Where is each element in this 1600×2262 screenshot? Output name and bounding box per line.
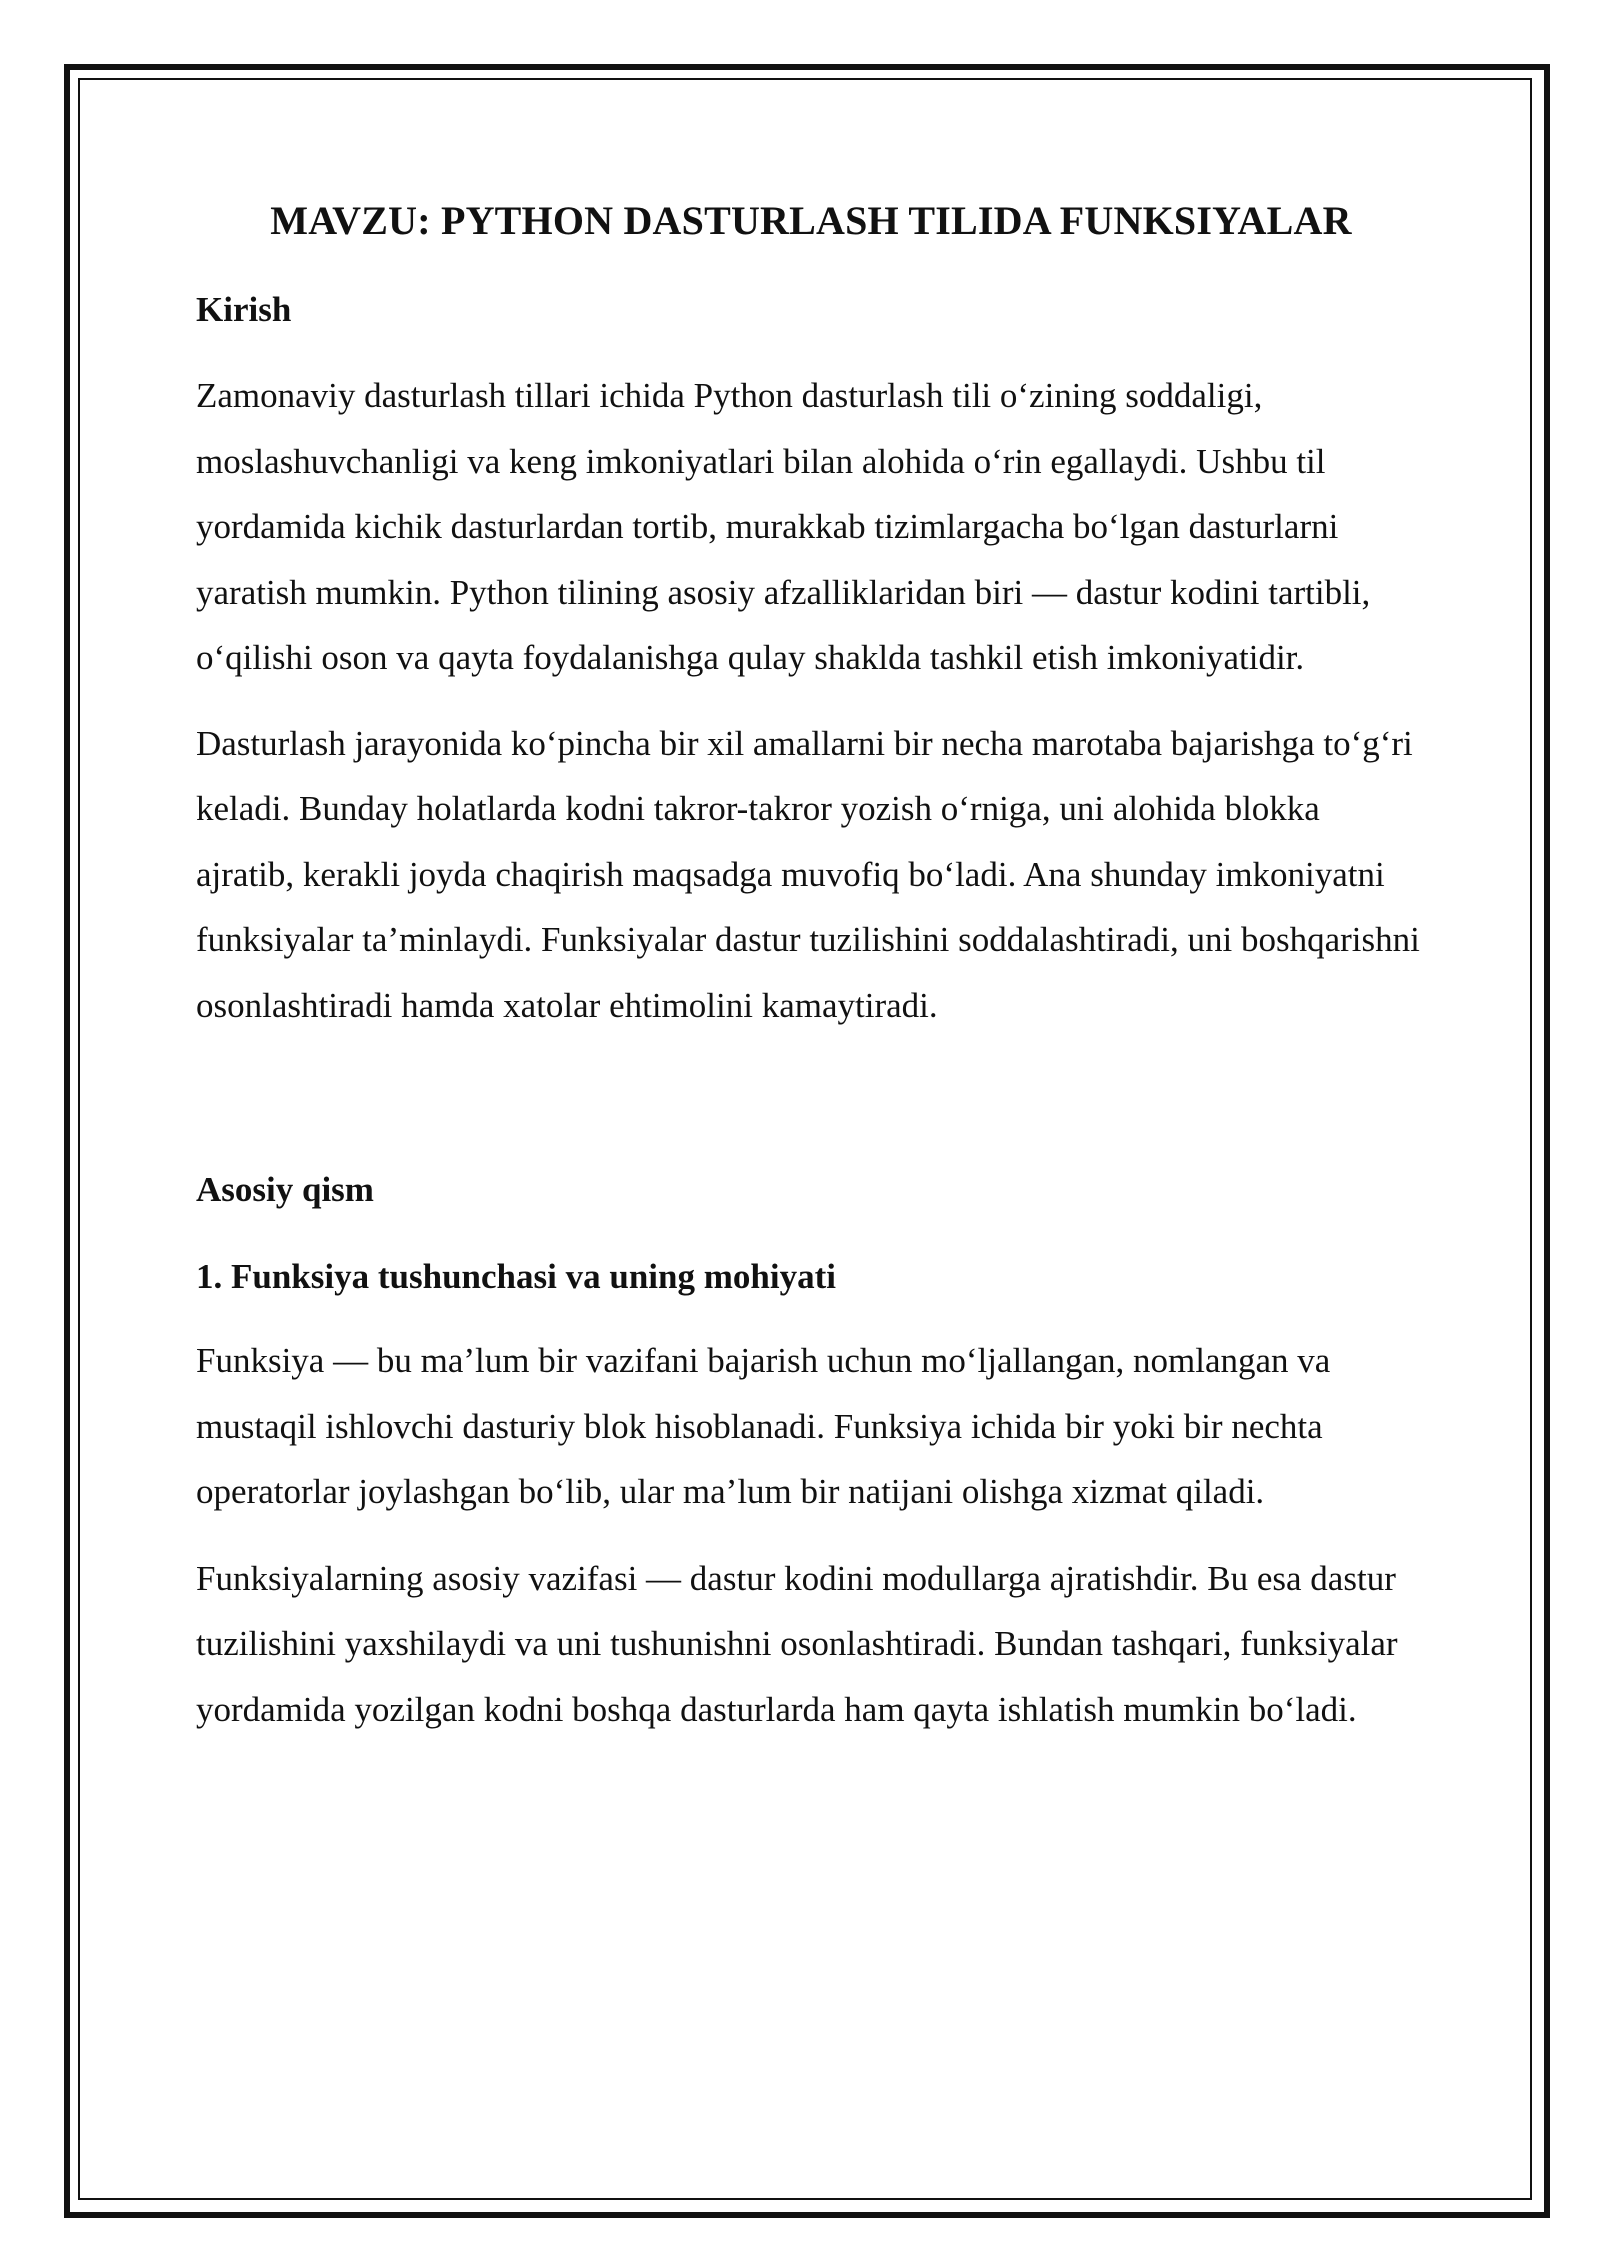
introduction-heading: Kirish [196,290,292,329]
document-body [196,196,1426,1742]
document-title: MAVZU: PYTHON DASTURLASH TILIDA FUNKSIYALAR [270,198,1352,243]
subsection-1-heading: 1. Funksiya tushunchasi va uning mohiyati [196,1257,836,1296]
main-part-heading: Asosiy qism [196,1170,374,1209]
introduction-paragraph-2: Dasturlash jarayonida ko‘pincha bir xil amallarni bir necha marotaba bajarishga to‘g‘ri keladi. Bunday holatlarda kodni takror-takror yozish o‘rniga, uni alohida blokka ajratib, kerakli joyda chaqirish maqsadga muvofiq bo‘ladi. Ana shunday imkoniyatni funksiyalar ta’minlaydi. Funksiyalar dastur tuzilishini soddalashtiradi, uni boshqarishni osonlashtiradi hamda xatolar ehtimolini kamaytiradi. [196,723,1420,1025]
subsection-1-paragraph-2: Funksiyalarning asosiy vazifasi — dastur kodini modullarga ajratishdir. Bu esa dastur tuzilishini yaxshilaydi va uni tushunishni osonlashtiradi. Bundan tashqari, funksiyalar yordamida yozilgan kodni boshqa dasturlarda ham qayta ishlatish mumkin bo‘ladi. [196,1558,1398,1729]
subsection-1-paragraph-1: Funksiya — bu ma’lum bir vazifani bajarish uchun mo‘ljallangan, nomlangan va mustaqil ishlovchi dasturiy blok hisoblanadi. Funksiya ichida bir yoki bir nechta operatorlar joylashgan bo‘lib, ular ma’lum bir natijani olishga xizmat qiladi. [196,1341,1331,1511]
introduction-paragraph-1: Zamonaviy dasturlash tillari ichida Python dasturlash tili o‘zining soddaligi, moslashuvchanligi va keng imkoniyatlari bilan alohida o‘rin egallaydi. Ushbu til yordamida kichik dasturlardan tortib, murakkab tizimlargacha bo‘lgan dasturlarni yaratish mumkin. Python tilining asosiy afzalliklaridan biri — dastur kodini tartibli, o‘qilishi oson va qayta foydalanishga qulay shaklda tashkil etish imkoniyatidir. [196,376,1371,677]
